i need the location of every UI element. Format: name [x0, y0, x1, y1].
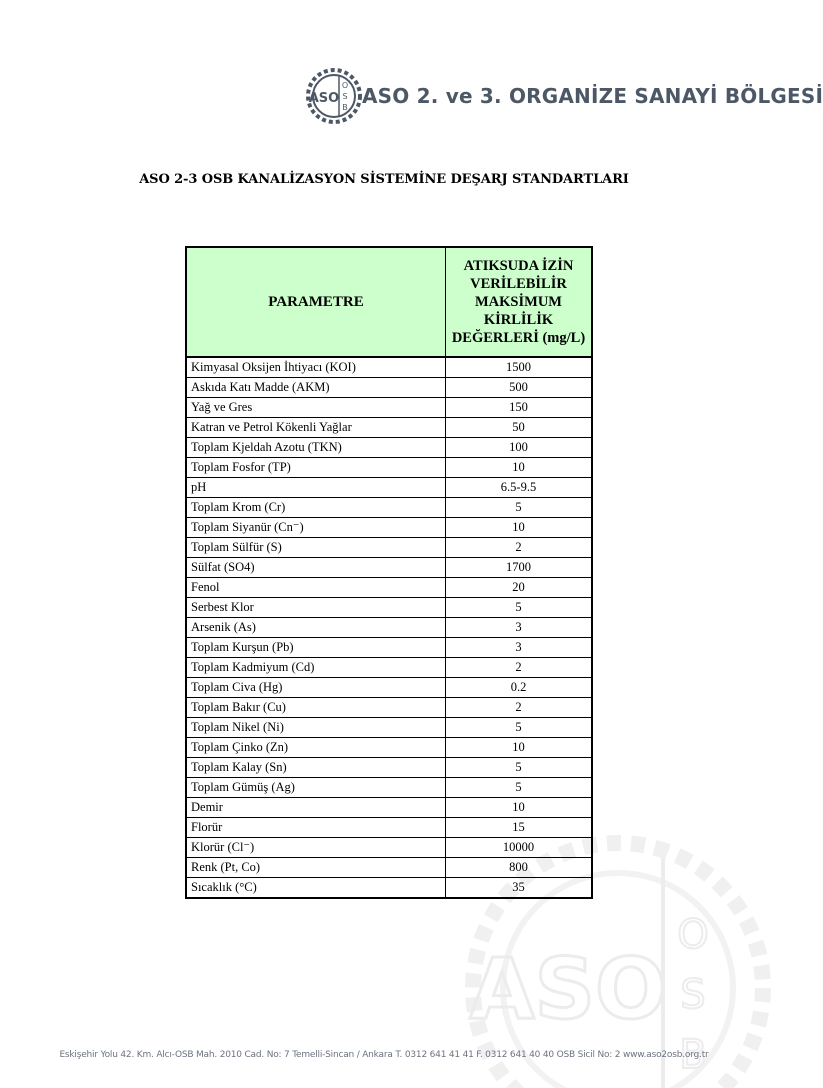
table-row: [186, 658, 592, 678]
parameter-limit-value: 500: [446, 378, 593, 398]
table-row: [186, 618, 592, 638]
parameter-name: Klorür (Cl⁻): [186, 838, 446, 858]
parameter-limit-value: 100: [446, 438, 593, 458]
table-row: [186, 698, 592, 718]
parameter-limit-value: 10: [446, 458, 593, 478]
document-title: ASO 2-3 OSB KANALİZASYON SİSTEMİNE DEŞARJ STANDARTLARI: [139, 172, 629, 187]
table-row: [186, 598, 592, 618]
parameter-limit-value: 15: [446, 818, 593, 838]
parameter-limit-value: 5: [446, 718, 593, 738]
parameter-limit-value: 1500: [446, 357, 593, 378]
svg-text:S: S: [342, 92, 348, 101]
table-row: [186, 678, 592, 698]
parameter-limit-value: 800: [446, 858, 593, 878]
parameter-name: Toplam Kadmiyum (Cd): [186, 658, 446, 678]
parameter-name: Toplam Kjeldah Azotu (TKN): [186, 438, 446, 458]
parameter-limit-value: 50: [446, 418, 593, 438]
parameter-name: Toplam Sülfür (S): [186, 538, 446, 558]
parameter-name: Demir: [186, 798, 446, 818]
parameter-name: Toplam Bakır (Cu): [186, 698, 446, 718]
parameter-name: Kimyasal Oksijen İhtiyacı (KOI): [186, 357, 446, 378]
svg-text:O: O: [341, 81, 349, 90]
parameter-name: Toplam Çinko (Zn): [186, 738, 446, 758]
parameter-limit-value: 10: [446, 738, 593, 758]
parameter-name: Toplam Siyanür (Cn⁻): [186, 518, 446, 538]
parameter-limit-value: 3: [446, 638, 593, 658]
page-header: [300, 62, 823, 142]
table-row: [186, 638, 592, 658]
parameter-name: Sülfat (SO4): [186, 558, 446, 578]
parameter-name: Toplam Krom (Cr): [186, 498, 446, 518]
parameter-name: Toplam Kalay (Sn): [186, 758, 446, 778]
svg-text:O: O: [677, 912, 709, 958]
parameter-name: Katran ve Petrol Kökenli Yağlar: [186, 418, 446, 438]
parameter-limit-value: 5: [446, 758, 593, 778]
table-row: [186, 578, 592, 598]
column-header-parameter: PARAMETRE: [186, 247, 446, 357]
parameter-name: Renk (Pt, Co): [186, 858, 446, 878]
table-row: [186, 478, 592, 498]
table-row: [186, 378, 592, 398]
table-row: [186, 518, 592, 538]
table-row: [186, 718, 592, 738]
parameter-limit-value: 2: [446, 538, 593, 558]
table-row: [186, 818, 592, 838]
aso-osb-logo-icon: [304, 66, 364, 126]
parameter-name: Yağ ve Gres: [186, 398, 446, 418]
parameter-name: pH: [186, 478, 446, 498]
parameter-limit-value: 1700: [446, 558, 593, 578]
parameter-limit-value: 150: [446, 398, 593, 418]
table-row: [186, 438, 592, 458]
parameter-name: Toplam Gümüş (Ag): [186, 778, 446, 798]
parameter-limit-value: 2: [446, 658, 593, 678]
parameter-name: Toplam Civa (Hg): [186, 678, 446, 698]
table-row: [186, 778, 592, 798]
parameter-name: Florür: [186, 818, 446, 838]
svg-text:B: B: [342, 103, 348, 112]
table-header-row: [186, 247, 592, 357]
parameter-limit-value: 10: [446, 518, 593, 538]
table-row: [186, 558, 592, 578]
parameter-name: Serbest Klor: [186, 598, 446, 618]
svg-text:ASO: ASO: [308, 91, 340, 106]
discharge-standards-table: [185, 246, 593, 899]
parameter-name: Toplam Kurşun (Pb): [186, 638, 446, 658]
table-row: [186, 858, 592, 878]
parameter-limit-value: 6.5-9.5: [446, 478, 593, 498]
parameter-name: Arsenik (As): [186, 618, 446, 638]
page-footer-address: Eskişehir Yolu 42. Km. Alcı-OSB Mah. 2010 Cad. No: 7 Temelli-Sincan / Ankara T. 0312 641 41 41 F. 0312 641 40 40 OSB Sicil No: 2 www.aso2osb.org.tr: [59, 1050, 709, 1060]
parameter-limit-value: 3: [446, 618, 593, 638]
parameter-limit-value: 10: [446, 798, 593, 818]
table-row: [186, 798, 592, 818]
table-row: [186, 398, 592, 418]
table-row: [186, 498, 592, 518]
svg-text:B: B: [679, 1032, 707, 1078]
table-row: [186, 878, 592, 899]
parameter-limit-value: 35: [446, 878, 593, 899]
parameter-name: Askıda Katı Madde (AKM): [186, 378, 446, 398]
parameter-limit-value: 20: [446, 578, 593, 598]
parameter-name: Toplam Fosfor (TP): [186, 458, 446, 478]
parameter-limit-value: 5: [446, 778, 593, 798]
svg-text:S: S: [680, 972, 706, 1018]
table-row: [186, 758, 592, 778]
organization-name: ASO 2. ve 3. ORGANİZE SANAYİ BÖLGESİ: [362, 84, 823, 108]
table-row: [186, 538, 592, 558]
table-row: [186, 458, 592, 478]
parameter-limit-value: 2: [446, 698, 593, 718]
parameter-limit-value: 0.2: [446, 678, 593, 698]
table-row: [186, 357, 592, 378]
parameter-limit-value: 10000: [446, 838, 593, 858]
parameter-limit-value: 5: [446, 498, 593, 518]
parameter-limit-value: 5: [446, 598, 593, 618]
column-header-limit: ATIKSUDA İZİN VERİLEBİLİR MAKSİMUM KİRLİLİK DEĞERLERİ (mg/L): [446, 247, 593, 357]
table-row: [186, 738, 592, 758]
table-row: [186, 838, 592, 858]
parameter-name: Toplam Nikel (Ni): [186, 718, 446, 738]
parameter-name: Fenol: [186, 578, 446, 598]
table-row: [186, 418, 592, 438]
svg-text:ASO: ASO: [469, 940, 667, 1038]
parameter-name: Sıcaklık (°C): [186, 878, 446, 899]
